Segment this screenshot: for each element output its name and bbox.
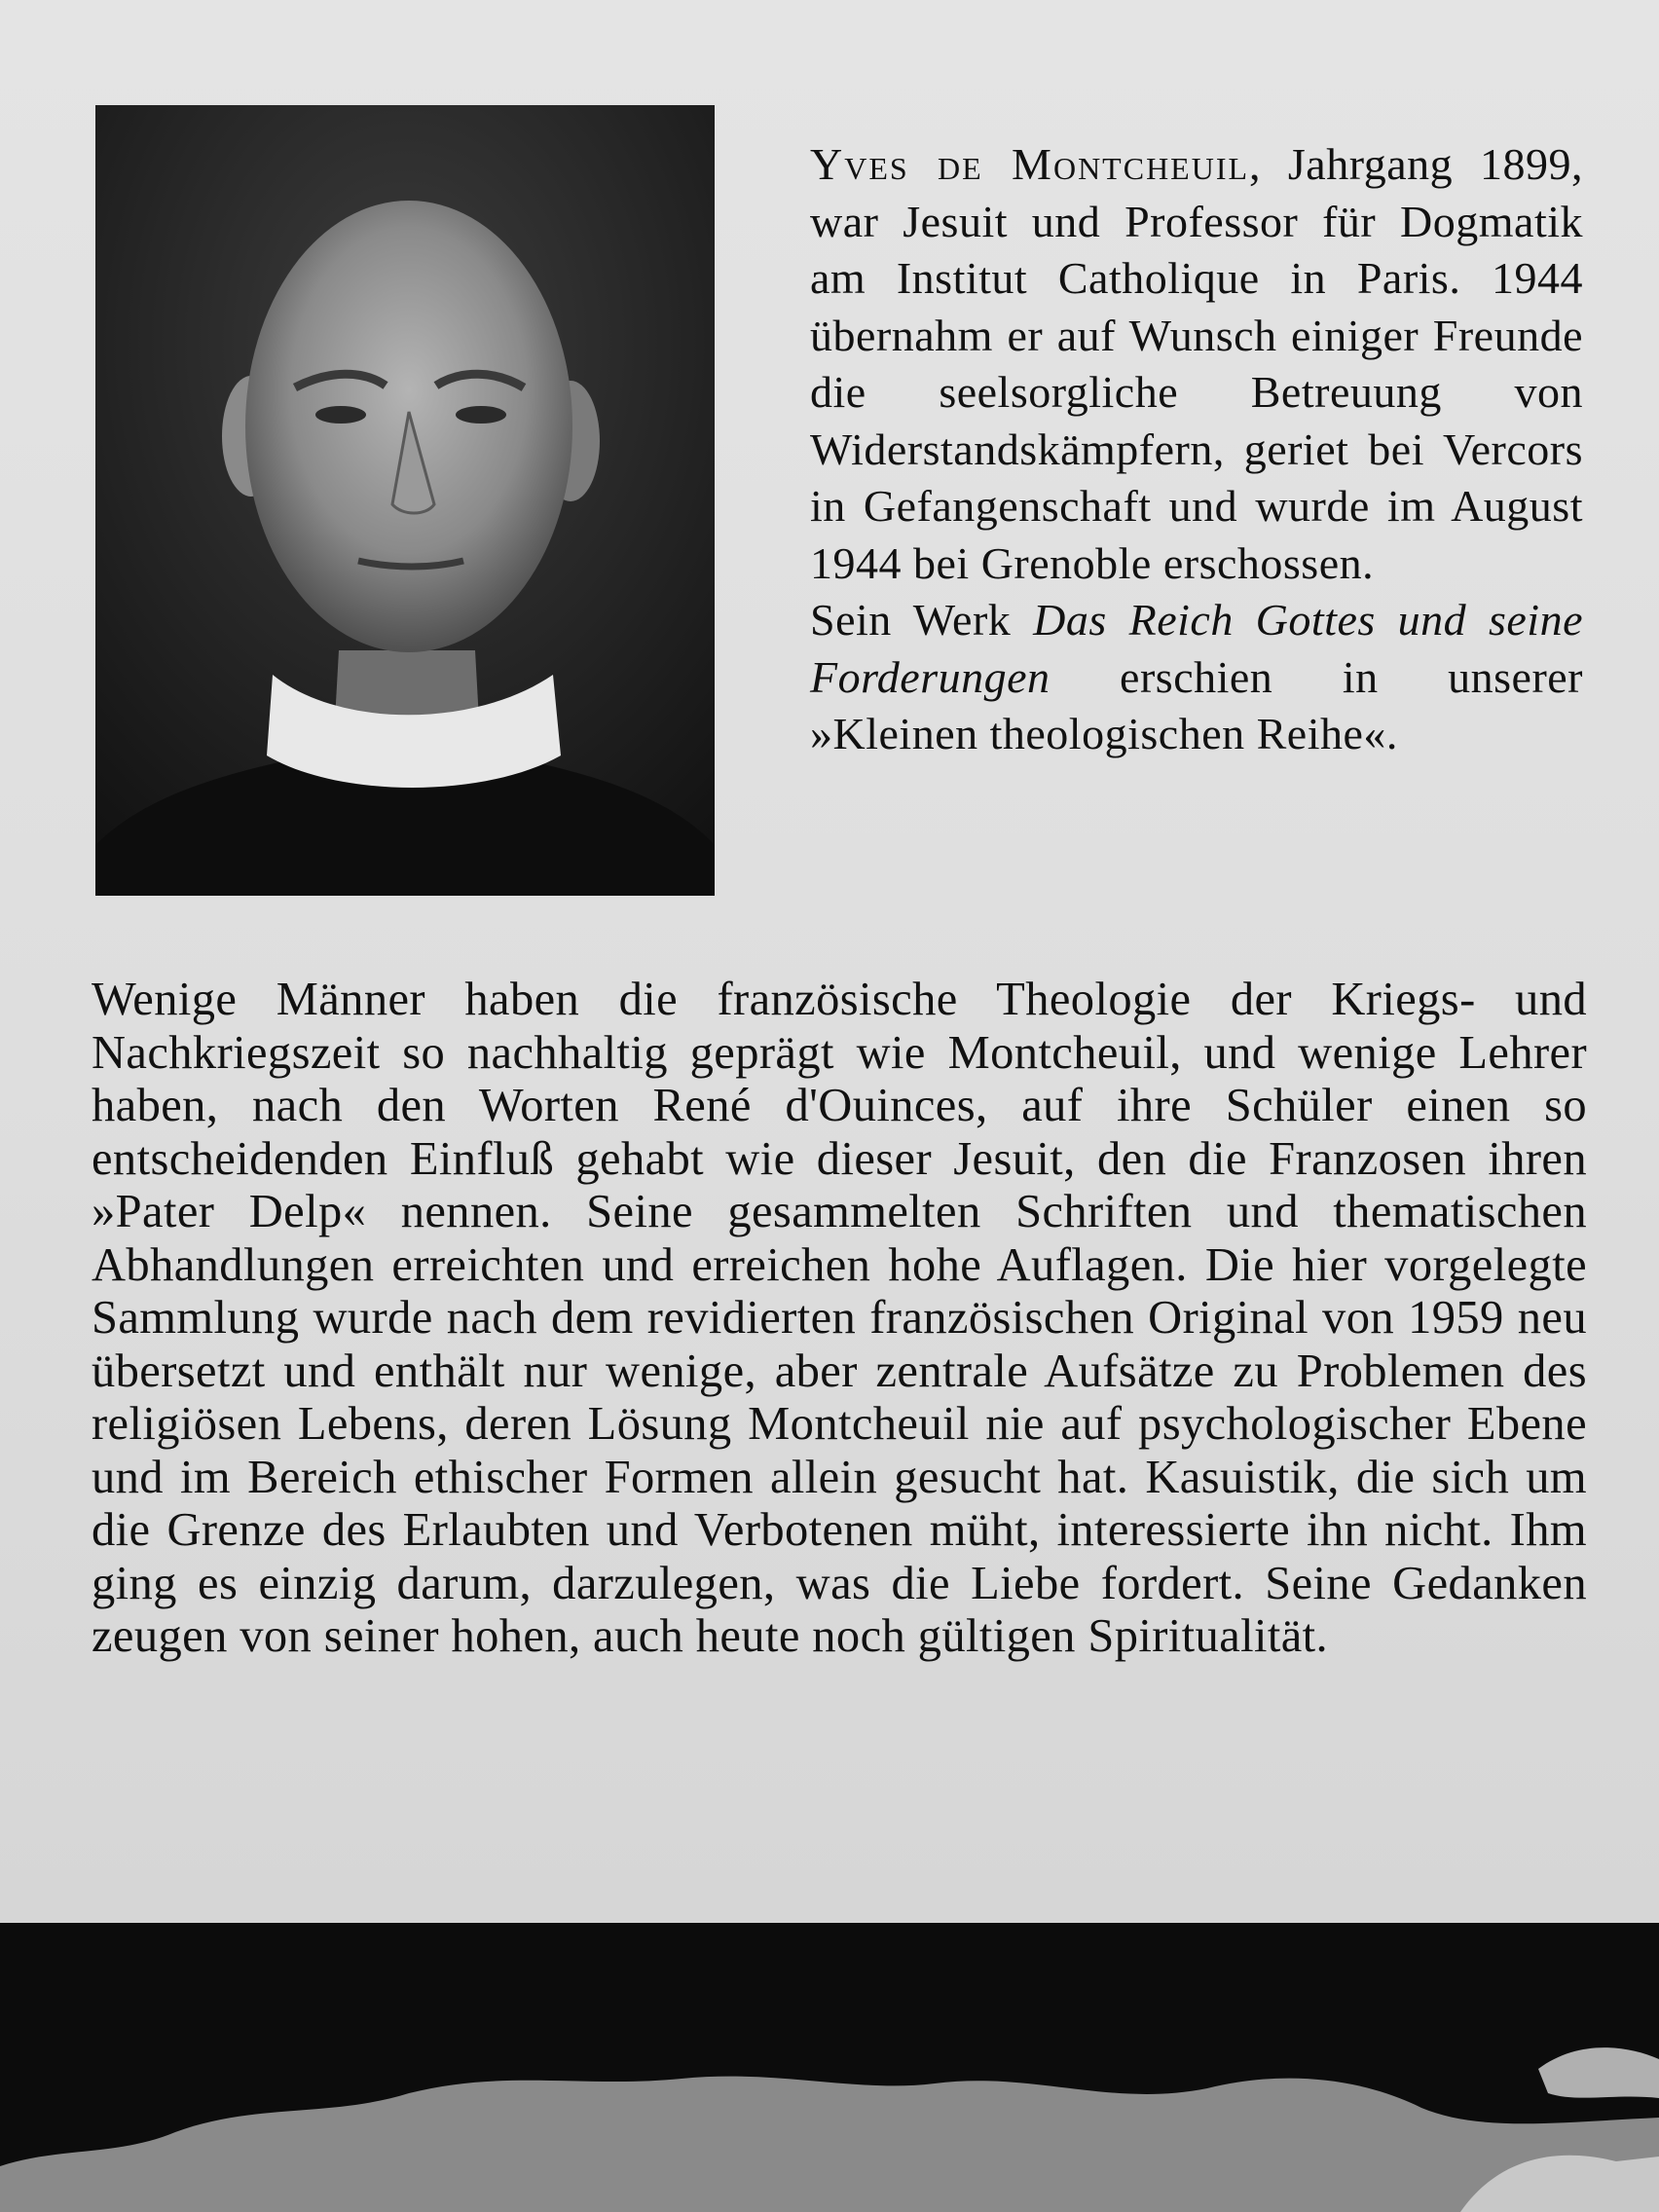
author-bio xyxy=(810,136,1583,763)
left-eye xyxy=(315,406,366,424)
portrait-illustration xyxy=(95,105,715,896)
work-title: Das Reich Gottes und seine Forderungen xyxy=(810,595,1584,702)
bio-text-2-suffix: erschien in unserer »Kleinen theologischen Reihe«. xyxy=(810,651,1583,758)
bio-paragraph-1 xyxy=(810,136,1583,592)
bio-paragraph-2 xyxy=(810,592,1583,763)
bio-text-2-prefix: Sein Werk xyxy=(810,595,1034,645)
band-texture xyxy=(0,1923,1659,2212)
book-description xyxy=(92,974,1587,1664)
author-portrait xyxy=(95,105,715,896)
cover-bottom-band xyxy=(0,1923,1659,2212)
bio-text-1: , Jahrgang 1899, war Jesuit und Professor für Dogmatik am Institut Catholique in Paris. 1944 übernahm er auf Wunsch einiger Freunde die seelsorgliche Betreuung von Widerstandskämpfern, geriet bei Vercors in Gefangenschaft und wurde im August 1944 bei Grenoble erschossen. xyxy=(810,139,1583,588)
right-eye xyxy=(456,406,506,424)
author-name: Yves de Montcheuil xyxy=(810,139,1250,189)
description-paragraph: Wenige Männer haben die französische Theologie der Kriegs- und Nachkriegszeit so nachhaltig geprägt wie Montcheuil, und wenige Lehrer haben, nach den Worten René d'Ouinces, auf ihre Schüler einen so entscheidenden Einfluß gehabt wie dieser Jesuit, den die Franzosen ihren »Pater Delp« nennen. Seine gesammelten Schriften und thematischen Abhandlungen erreichten und erreichen hohe Auflagen. Die hier vorgelegte Sammlung wurde nach dem revidierten französischen Original von 1959 neu übersetzt und enthält nur wenige, aber zentrale Aufsätze zu Problemen des religiösen Lebens, deren Lösung Montcheuil nie auf psychologischer Ebene und im Bereich ethischer Formen allein gesucht hat. Kasuistik, die sich um die Grenze des Erlaubten und Verbotenen müht, interessierte ihn nicht. Ihm ging es einzig darum, darzulegen, was die Liebe fordert. Seine Gedanken zeugen von seiner hohen, auch heute noch gültigen Spiritualität. xyxy=(92,974,1587,1662)
